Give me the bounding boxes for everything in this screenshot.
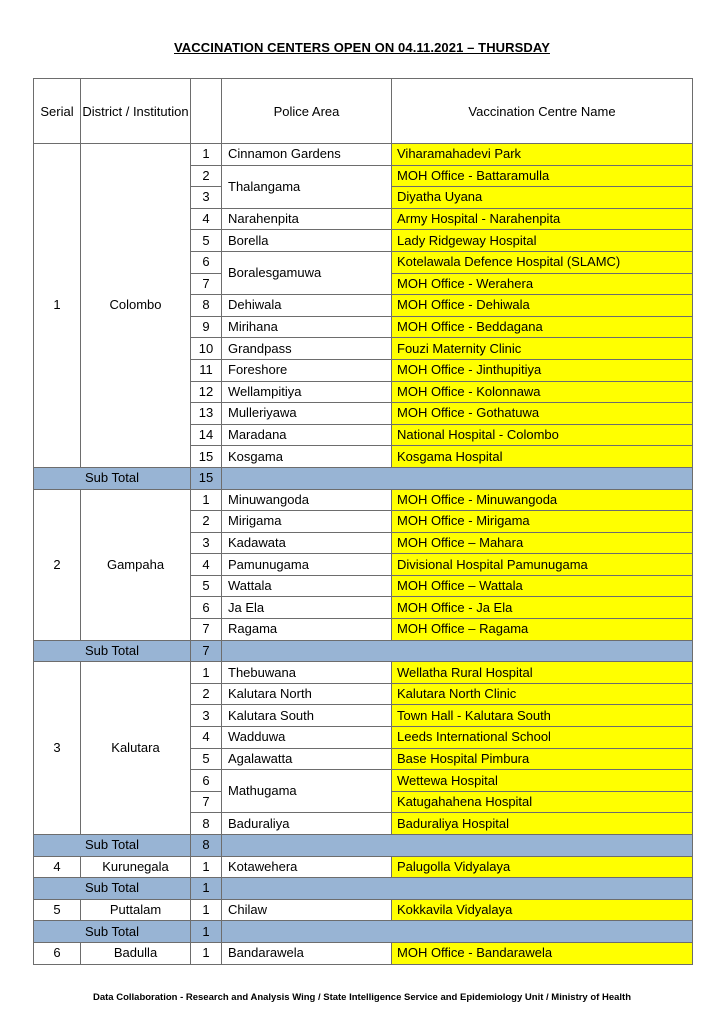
row-number-cell: 13 <box>191 403 222 425</box>
row-number-cell: 1 <box>191 856 222 878</box>
police-area-cell: Thebuwana <box>222 662 392 684</box>
row-number-cell: 1 <box>191 942 222 964</box>
vaccination-centre-cell: MOH Office - Mirigama <box>392 511 693 533</box>
police-area-cell: Grandpass <box>222 338 392 360</box>
district-cell: Kalutara <box>81 662 191 835</box>
row-number-cell: 6 <box>191 251 222 273</box>
header-number <box>191 79 222 144</box>
police-area-cell: Bandarawela <box>222 942 392 964</box>
district-cell: Badulla <box>81 942 191 964</box>
vaccination-centre-cell: MOH Office - Ja Ela <box>392 597 693 619</box>
row-number-cell: 4 <box>191 208 222 230</box>
vaccination-centre-cell: Kotelawala Defence Hospital (SLAMC) <box>392 251 693 273</box>
vaccination-centre-cell: MOH Office - Battaramulla <box>392 165 693 187</box>
vaccination-centre-cell: Wellatha Rural Hospital <box>392 662 693 684</box>
police-area-cell: Cinnamon Gardens <box>222 144 392 166</box>
serial-cell: 5 <box>34 899 81 921</box>
row-number-cell: 11 <box>191 359 222 381</box>
vaccination-centre-cell: MOH Office – Ragama <box>392 619 693 641</box>
table-row <box>34 489 693 511</box>
row-number-cell: 7 <box>191 791 222 813</box>
vaccination-centre-cell: Diyatha Uyana <box>392 187 693 209</box>
row-number-cell: 3 <box>191 705 222 727</box>
police-area-cell: Maradana <box>222 424 392 446</box>
police-area-cell: Kotawehera <box>222 856 392 878</box>
vaccination-centre-cell: MOH Office - Jinthupitiya <box>392 359 693 381</box>
row-number-cell: 4 <box>191 727 222 749</box>
vaccination-centre-cell: Katugahahena Hospital <box>392 791 693 813</box>
row-number-cell: 7 <box>191 619 222 641</box>
police-area-cell: Borella <box>222 230 392 252</box>
vaccination-centre-cell: Wettewa Hospital <box>392 770 693 792</box>
vaccination-centre-cell: Kalutara North Clinic <box>392 683 693 705</box>
subtotal-row <box>34 640 693 662</box>
row-number-cell: 3 <box>191 187 222 209</box>
row-number-cell: 2 <box>191 511 222 533</box>
row-number-cell: 1 <box>191 489 222 511</box>
subtotal-value: 1 <box>191 921 222 943</box>
vaccination-centres-table <box>33 78 693 965</box>
vaccination-centre-cell: MOH Office - Minuwangoda <box>392 489 693 511</box>
vaccination-centre-cell: MOH Office – Mahara <box>392 532 693 554</box>
police-area-cell: Wadduwa <box>222 727 392 749</box>
vaccination-centre-cell: MOH Office - Beddagana <box>392 316 693 338</box>
police-area-cell: Kadawata <box>222 532 392 554</box>
district-cell: Kurunegala <box>81 856 191 878</box>
header-police-area: Police Area <box>222 79 392 144</box>
vaccination-centre-cell: MOH Office - Dehiwala <box>392 295 693 317</box>
subtotal-label: Sub Total <box>34 467 191 489</box>
table-row <box>34 662 693 684</box>
police-area-cell: Mirigama <box>222 511 392 533</box>
subtotal-value: 7 <box>191 640 222 662</box>
row-number-cell: 10 <box>191 338 222 360</box>
serial-cell: 3 <box>34 662 81 835</box>
row-number-cell: 1 <box>191 662 222 684</box>
subtotal-value: 1 <box>191 878 222 900</box>
police-area-cell: Thalangama <box>222 165 392 208</box>
police-area-cell: Agalawatta <box>222 748 392 770</box>
police-area-cell: Chilaw <box>222 899 392 921</box>
district-cell: Puttalam <box>81 899 191 921</box>
police-area-cell: Boralesgamuwa <box>222 251 392 294</box>
row-number-cell: 1 <box>191 899 222 921</box>
police-area-cell: Mirihana <box>222 316 392 338</box>
row-number-cell: 5 <box>191 748 222 770</box>
police-area-cell: Kalutara South <box>222 705 392 727</box>
row-number-cell: 9 <box>191 316 222 338</box>
subtotal-empty <box>222 921 693 943</box>
police-area-cell: Pamunugama <box>222 554 392 576</box>
police-area-cell: Narahenpita <box>222 208 392 230</box>
police-area-cell: Wattala <box>222 575 392 597</box>
header-serial: Serial <box>34 79 81 144</box>
footer-credit: Data Collaboration - Research and Analysis Wing / State Intelligence Service and Epidemiology Unit / Ministry of Health <box>92 992 631 1003</box>
table-body <box>34 144 693 965</box>
police-area-cell: Baduraliya <box>222 813 392 835</box>
vaccination-centre-cell: Base Hospital Pimbura <box>392 748 693 770</box>
header-district: District / Institution <box>81 79 191 144</box>
row-number-cell: 6 <box>191 597 222 619</box>
vaccination-centre-cell: MOH Office - Kolonnawa <box>392 381 693 403</box>
police-area-cell: Kosgama <box>222 446 392 468</box>
serial-cell: 6 <box>34 942 81 964</box>
subtotal-label: Sub Total <box>34 640 191 662</box>
subtotal-label: Sub Total <box>34 878 191 900</box>
police-area-cell: Dehiwala <box>222 295 392 317</box>
serial-cell: 1 <box>34 144 81 468</box>
row-number-cell: 5 <box>191 230 222 252</box>
subtotal-row <box>34 467 693 489</box>
table-row <box>34 856 693 878</box>
subtotal-label: Sub Total <box>34 921 191 943</box>
police-area-cell: Wellampitiya <box>222 381 392 403</box>
row-number-cell: 6 <box>191 770 222 792</box>
row-number-cell: 2 <box>191 165 222 187</box>
subtotal-row <box>34 878 693 900</box>
row-number-cell: 3 <box>191 532 222 554</box>
vaccination-centre-cell: Fouzi Maternity Clinic <box>392 338 693 360</box>
district-cell: Colombo <box>81 144 191 468</box>
police-area-cell: Ja Ela <box>222 597 392 619</box>
vaccination-centre-cell: MOH Office - Werahera <box>392 273 693 295</box>
police-area-cell: Mulleriyawa <box>222 403 392 425</box>
header-row <box>34 79 693 144</box>
serial-cell: 2 <box>34 489 81 640</box>
vaccination-centre-cell: MOH Office – Wattala <box>392 575 693 597</box>
table-row <box>34 899 693 921</box>
row-number-cell: 4 <box>191 554 222 576</box>
vaccination-centre-cell: Leeds International School <box>392 727 693 749</box>
vaccination-centre-cell: Baduraliya Hospital <box>392 813 693 835</box>
row-number-cell: 1 <box>191 144 222 166</box>
vaccination-centre-cell: Viharamahadevi Park <box>392 144 693 166</box>
row-number-cell: 8 <box>191 295 222 317</box>
police-area-cell: Foreshore <box>222 359 392 381</box>
row-number-cell: 5 <box>191 575 222 597</box>
header-vaccination-centre: Vaccination Centre Name <box>392 79 693 144</box>
vaccination-centre-cell: Kosgama Hospital <box>392 446 693 468</box>
row-number-cell: 2 <box>191 683 222 705</box>
subtotal-value: 15 <box>191 467 222 489</box>
subtotal-empty <box>222 835 693 857</box>
police-area-cell: Minuwangoda <box>222 489 392 511</box>
vaccination-centre-cell: Army Hospital - Narahenpita <box>392 208 693 230</box>
vaccination-centre-cell: National Hospital - Colombo <box>392 424 693 446</box>
row-number-cell: 8 <box>191 813 222 835</box>
subtotal-row <box>34 835 693 857</box>
row-number-cell: 12 <box>191 381 222 403</box>
subtotal-empty <box>222 467 693 489</box>
vaccination-centre-cell: Lady Ridgeway Hospital <box>392 230 693 252</box>
page-title: VACCINATION CENTERS OPEN ON 04.11.2021 – THURSDAY <box>174 40 550 55</box>
police-area-cell: Ragama <box>222 619 392 641</box>
table-row <box>34 942 693 964</box>
vaccination-centre-cell: Town Hall - Kalutara South <box>392 705 693 727</box>
subtotal-empty <box>222 640 693 662</box>
subtotal-empty <box>222 878 693 900</box>
police-area-cell: Mathugama <box>222 770 392 813</box>
row-number-cell: 7 <box>191 273 222 295</box>
vaccination-centre-cell: Kokkavila Vidyalaya <box>392 899 693 921</box>
vaccination-centre-cell: MOH Office - Bandarawela <box>392 942 693 964</box>
subtotal-value: 8 <box>191 835 222 857</box>
serial-cell: 4 <box>34 856 81 878</box>
subtotal-row <box>34 921 693 943</box>
vaccination-centre-cell: Palugolla Vidyalaya <box>392 856 693 878</box>
row-number-cell: 15 <box>191 446 222 468</box>
district-cell: Gampaha <box>81 489 191 640</box>
table-row <box>34 144 693 166</box>
police-area-cell: Kalutara North <box>222 683 392 705</box>
row-number-cell: 14 <box>191 424 222 446</box>
vaccination-centre-cell: Divisional Hospital Pamunugama <box>392 554 693 576</box>
subtotal-label: Sub Total <box>34 835 191 857</box>
vaccination-centre-cell: MOH Office - Gothatuwa <box>392 403 693 425</box>
